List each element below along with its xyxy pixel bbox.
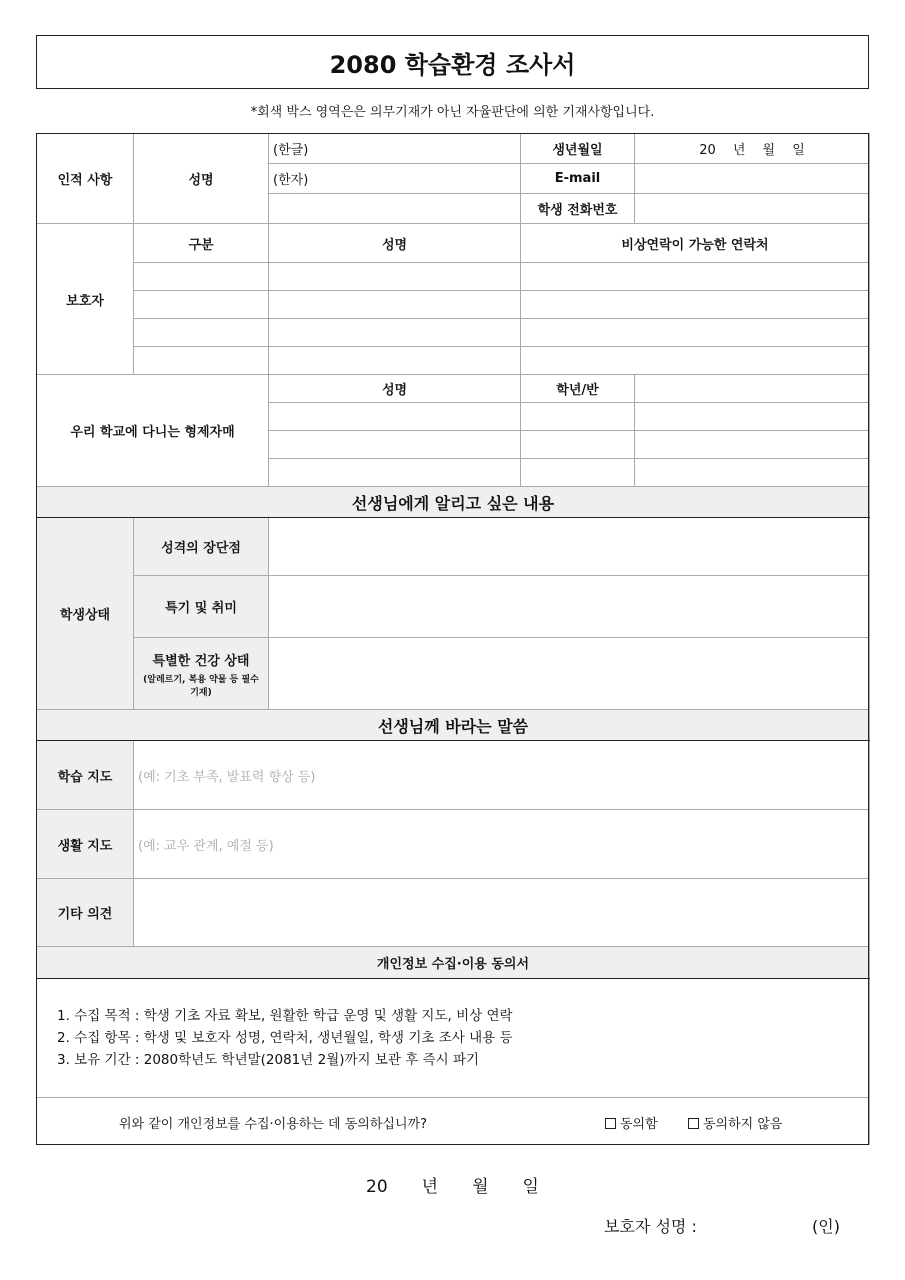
form-note: *회색 박스 영역은은 의무기재가 아닌 자율판단에 의한 기재사항입니다. — [250, 105, 655, 120]
health-note: (알레르기, 복용 약물 등 필수 기재) — [143, 674, 259, 698]
personality-field[interactable] — [269, 518, 870, 576]
guardian-contact-field[interactable] — [521, 347, 870, 375]
phone-field[interactable] — [635, 194, 870, 224]
siblings-section-label: 우리 학교에 다니는 형제자매 — [37, 375, 269, 487]
guardian-contact-field[interactable] — [521, 319, 870, 347]
sibling-extra-field[interactable] — [635, 403, 870, 431]
guardian-name-field[interactable] — [269, 319, 521, 347]
other-field[interactable] — [134, 879, 870, 947]
other-label: 기타 의견 — [37, 879, 134, 947]
guardian-col-contact: 비상연락이 가능한 연락처 — [521, 224, 870, 263]
date-day-unit: 일 — [522, 1177, 539, 1197]
guardian-contact-field[interactable] — [521, 263, 870, 291]
teacher-info-header: 선생님에게 알리고 싶은 내용 — [37, 487, 870, 518]
email-field[interactable] — [635, 164, 870, 194]
birth-label: 생년월일 — [521, 134, 635, 164]
sibling-class-field[interactable] — [521, 431, 635, 459]
life-field[interactable]: (예: 교우 관계, 예절 등) — [134, 810, 870, 879]
agree-checkbox[interactable] — [605, 1113, 658, 1132]
sibling-extra-field[interactable] — [635, 459, 870, 487]
checkbox-icon — [688, 1118, 699, 1129]
siblings-col-name: 성명 — [269, 375, 521, 403]
guardian-signature — [604, 1214, 840, 1237]
health-title: 특별한 건강 상태 — [152, 653, 250, 669]
guardian-name-field[interactable] — [269, 263, 521, 291]
student-status-label: 학생상태 — [37, 518, 134, 710]
siblings-col-extra — [635, 375, 870, 403]
life-label: 생활 지도 — [37, 810, 134, 879]
privacy-item: 2. 수집 항목 : 학생 및 보호자 성명, 연락처, 생년월일, 학생 기초 조사 내용 등 — [57, 1030, 513, 1046]
survey-form — [36, 133, 870, 1145]
guardian-name-field[interactable] — [269, 347, 521, 375]
sibling-name-field[interactable] — [269, 459, 521, 487]
sibling-name-field[interactable] — [269, 431, 521, 459]
guardian-name-field[interactable] — [269, 291, 521, 319]
consent-question: 위와 같이 개인정보를 수집·이용하는 데 동의하십니까? — [119, 1117, 427, 1132]
privacy-item: 3. 보유 기간 : 2080학년도 학년말(2081년 2월)까지 보관 후 즉시 파기 — [57, 1052, 480, 1068]
guardian-type-field[interactable] — [134, 347, 269, 375]
wishes-header: 선생님께 바라는 말씀 — [37, 710, 870, 741]
signature-date — [366, 1172, 573, 1197]
sibling-class-field[interactable] — [521, 403, 635, 431]
study-field[interactable]: (예: 기초 부족, 발표력 향상 등) — [134, 741, 870, 810]
date-year[interactable]: 20 — [366, 1177, 388, 1197]
guardian-type-field[interactable] — [134, 291, 269, 319]
guardian-section-label: 보호자 — [37, 224, 134, 375]
page-title: 2080 학습환경 조사서 — [36, 35, 869, 89]
checkbox-icon — [605, 1118, 616, 1129]
health-field[interactable] — [269, 638, 870, 710]
disagree-checkbox[interactable] — [688, 1113, 782, 1132]
birth-field[interactable]: 20 년 월 일 — [635, 134, 870, 164]
seal-mark[interactable]: (인) — [812, 1217, 840, 1236]
health-label — [134, 638, 269, 710]
agree-label: 동의함 — [620, 1117, 658, 1132]
guardian-type-field[interactable] — [134, 263, 269, 291]
siblings-col-class: 학년/반 — [521, 375, 635, 403]
hobby-field[interactable] — [269, 576, 870, 638]
sibling-extra-field[interactable] — [635, 431, 870, 459]
email-label: E-mail — [521, 164, 635, 194]
study-label: 학습 지도 — [37, 741, 134, 810]
phone-label: 학생 전화번호 — [521, 194, 635, 224]
name-korean-field[interactable]: (한글) — [269, 134, 521, 164]
privacy-consent-row — [37, 1098, 870, 1145]
date-year-unit: 년 — [421, 1177, 439, 1197]
hobby-label: 특기 및 취미 — [134, 576, 269, 638]
disagree-label: 동의하지 않음 — [703, 1117, 783, 1132]
privacy-header: 개인정보 수집·이용 동의서 — [37, 947, 870, 979]
guardian-type-field[interactable] — [134, 319, 269, 347]
sibling-class-field[interactable] — [521, 459, 635, 487]
personal-section-label: 인적 사항 — [37, 134, 134, 224]
guardian-col-name: 성명 — [269, 224, 521, 263]
sibling-name-field[interactable] — [269, 403, 521, 431]
signature-label: 보호자 성명 : — [604, 1217, 697, 1236]
guardian-contact-field[interactable] — [521, 291, 870, 319]
privacy-item: 1. 수집 목적 : 학생 기초 자료 확보, 원활한 학급 운영 및 생활 지도, 비상 연락 — [57, 1008, 513, 1024]
name-extra-field[interactable] — [269, 194, 521, 224]
guardian-col-type: 구분 — [134, 224, 269, 263]
date-month-unit: 월 — [472, 1177, 489, 1197]
personality-label: 성격의 장단점 — [134, 518, 269, 576]
privacy-items — [37, 979, 870, 1098]
name-hanja-field[interactable]: (한자) — [269, 164, 521, 194]
name-label: 성명 — [134, 134, 269, 224]
